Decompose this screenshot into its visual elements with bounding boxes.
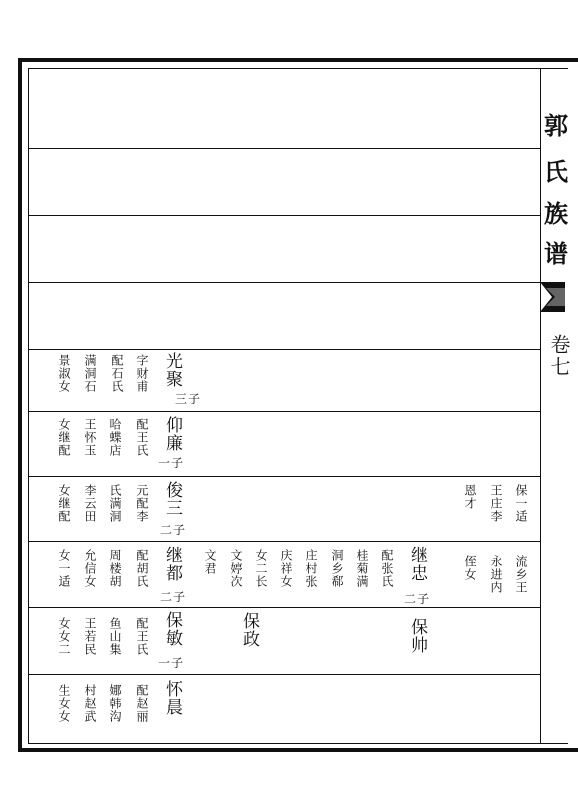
genealogy-note: 王庄李: [489, 484, 503, 523]
genealogy-note: 配王氏: [135, 617, 149, 656]
genealogy-note: 恩才: [463, 484, 477, 510]
children-count: 二子: [404, 592, 431, 606]
genealogy-note: 配胡氏: [135, 549, 149, 588]
genealogy-note: 满洞石: [83, 354, 97, 393]
genealogy-note: 庄村张: [304, 549, 318, 588]
spine-title-char: 郭: [544, 111, 568, 140]
row-divider: [28, 607, 540, 608]
genealogy-note: 文婷次: [229, 549, 243, 588]
row-divider: [28, 282, 540, 283]
genealogy-note: 王怀玉: [83, 418, 97, 457]
person-name: 保政: [239, 612, 259, 648]
genealogy-note: 女继配: [57, 484, 71, 523]
genealogy-note: 元配李: [135, 484, 149, 523]
genealogy-note: 生女女: [57, 684, 71, 723]
person-name: 光聚: [162, 352, 182, 388]
person-name: 保帅: [407, 618, 427, 654]
fishtail-ornament-icon: [540, 282, 565, 312]
genealogy-note: 保一适: [514, 484, 528, 523]
genealogy-note: 桂菊满: [355, 549, 369, 588]
person-name: 继忠: [407, 546, 427, 582]
row-divider: [28, 215, 540, 216]
genealogy-note: 庆祥女: [279, 549, 293, 588]
genealogy-note: 王若民: [83, 617, 97, 656]
children-count: 三子: [175, 392, 202, 406]
genealogy-note: 李云田: [83, 484, 97, 523]
genealogy-note: 哈蝶店: [108, 418, 122, 457]
children-count: 二子: [160, 590, 187, 604]
spine-divider: [540, 68, 541, 744]
genealogy-note: 允信女: [83, 549, 97, 588]
genealogy-note: 鱼山集: [108, 617, 122, 656]
genealogy-note: 女一适: [57, 549, 71, 588]
genealogy-note: 字财甫: [135, 354, 149, 393]
person-name: 怀晨: [162, 680, 182, 716]
spine-title-char: 氏: [544, 157, 568, 186]
person-name: 保敏: [162, 611, 182, 647]
row-divider: [28, 148, 540, 149]
genealogy-note: 村赵武: [83, 684, 97, 723]
spine-title-char: 族: [544, 199, 568, 228]
spine-title-char: 谱: [544, 239, 568, 268]
genealogy-note: 永进内: [489, 555, 503, 594]
children-count: 一子: [158, 456, 185, 470]
children-count: 一子: [158, 656, 185, 670]
volume-label: 卷七: [547, 334, 571, 378]
genealogy-note: 配王氏: [135, 418, 149, 457]
row-divider: [28, 349, 540, 350]
genealogy-note: 景淑女: [57, 354, 71, 393]
row-divider: [28, 674, 540, 675]
genealogy-note: 洞乡郗: [330, 549, 344, 588]
genealogy-note: 配石氏: [110, 354, 124, 393]
row-divider: [28, 476, 540, 477]
row-divider: [28, 411, 540, 412]
genealogy-note: 配张氏: [380, 549, 394, 588]
genealogy-note: 流乡王: [514, 555, 528, 594]
person-name: 仰廉: [162, 416, 182, 452]
person-name: 俊三: [162, 481, 182, 517]
children-count: 二子: [160, 523, 187, 537]
genealogy-note: 女女二: [57, 617, 71, 656]
genealogy-note: 文君: [203, 549, 217, 575]
genealogy-note: 娜韩沟: [108, 684, 122, 723]
genealogy-note: 配赵丽: [135, 684, 149, 723]
genealogy-note: 周楼胡: [108, 549, 122, 588]
person-name: 继都: [162, 546, 182, 582]
genealogy-note: 女二长: [254, 549, 268, 588]
genealogy-note: 侄女: [463, 555, 477, 581]
row-divider: [28, 541, 540, 542]
genealogy-note: 氏满洞: [108, 484, 122, 523]
genealogy-note: 女继配: [57, 418, 71, 457]
